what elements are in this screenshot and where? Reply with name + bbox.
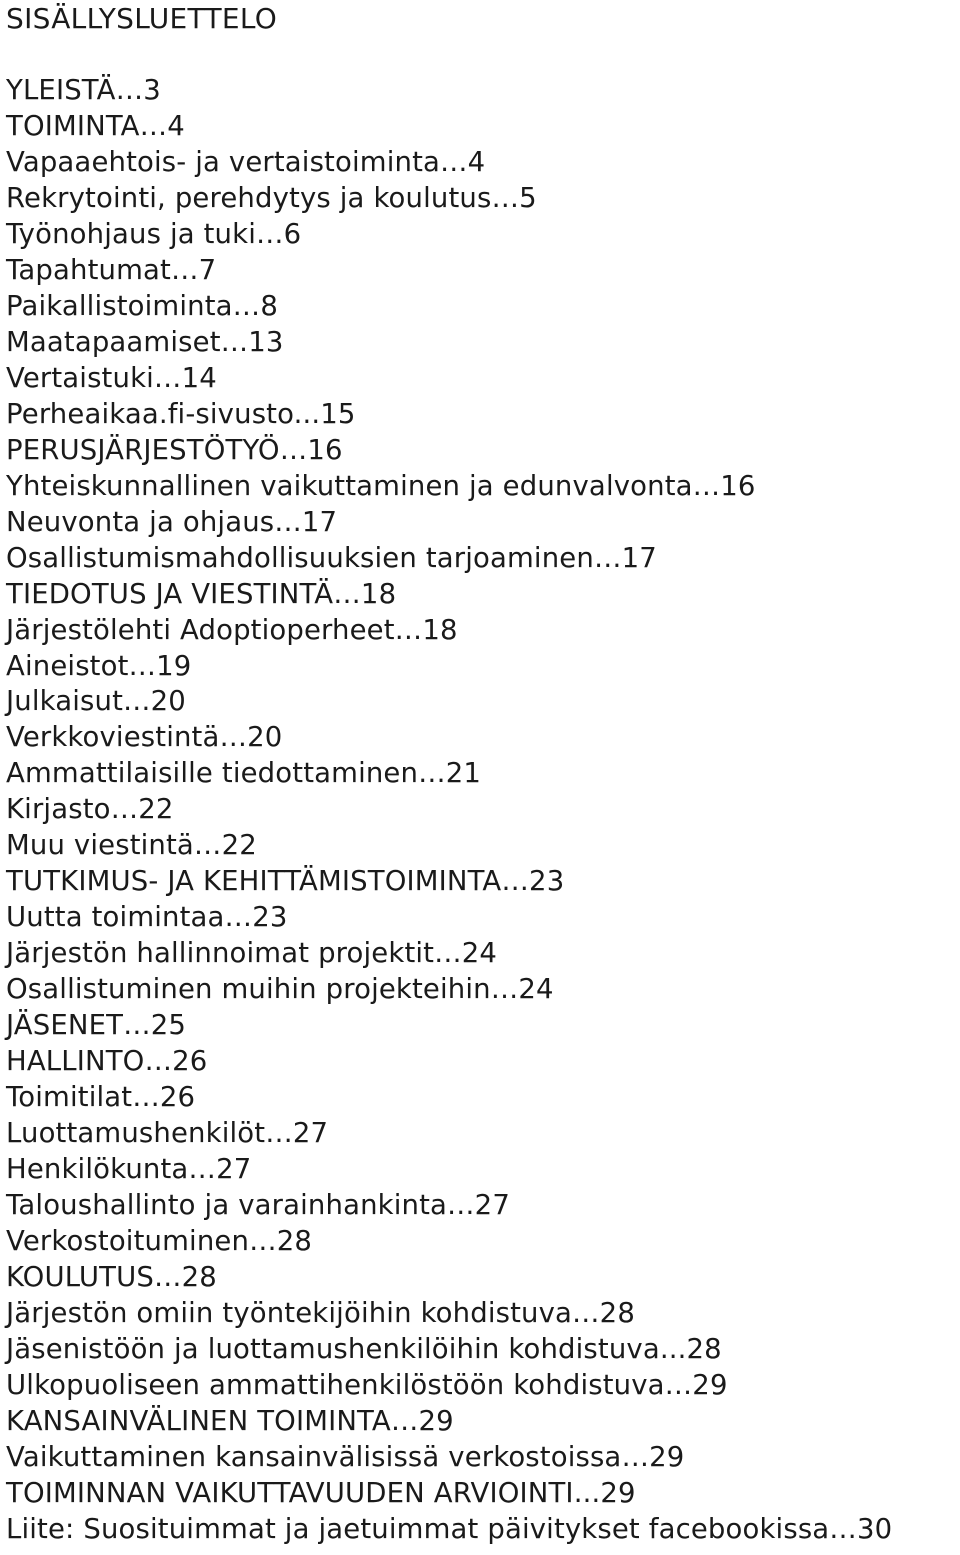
toc-entry: Perheaikaa.fi-sivusto...15 — [6, 397, 356, 430]
toc-entry: Ammattilaisille tiedottaminen…21 — [6, 757, 482, 790]
toc-entry: Paikallistoiminta…8 — [6, 289, 278, 322]
toc-entry: Tapahtumat…7 — [6, 253, 217, 286]
toc-entry: KOULUTUS…28 — [6, 1260, 217, 1293]
toc-entry: PERUSJÄRJESTÖTYÖ…16 — [6, 433, 343, 466]
toc-entry: Toimitilat…26 — [6, 1081, 196, 1114]
toc-entry: TUTKIMUS- JA KEHITTÄMISTOIMINTA…23 — [6, 865, 565, 898]
toc-entry: TIEDOTUS JA VIESTINTÄ…18 — [6, 577, 397, 610]
toc-entry: Yhteiskunnallinen vaikuttaminen ja edunvalvonta…16 — [6, 469, 756, 502]
toc-entry: Osallistumismahdollisuuksien tarjoaminen…17 — [6, 541, 657, 574]
toc-entry: Kirjasto…22 — [6, 793, 174, 826]
toc-entry: Vaikuttaminen kansainvälisissä verkostoissa…29 — [6, 1440, 685, 1473]
page-title: SISÄLLYSLUETTELO — [6, 2, 278, 35]
toc-entry: HALLINTO…26 — [6, 1045, 208, 1078]
toc-entry: KANSAINVÄLINEN TOIMINTA…29 — [6, 1404, 454, 1437]
toc-entry: Järjestön hallinnoimat projektit…24 — [6, 937, 498, 970]
toc-entry: Taloushallinto ja varainhankinta…27 — [6, 1189, 510, 1222]
toc-entry: Verkostoituminen…28 — [6, 1225, 313, 1257]
toc-entry: Jäsenistöön ja luottamushenkilöihin kohdistuva...28 — [6, 1332, 722, 1365]
toc-entry: Ulkopuoliseen ammattihenkilöstöön kohdistuva…29 — [6, 1368, 728, 1401]
toc-entry: Rekrytointi, perehdytys ja koulutus…5 — [6, 181, 537, 214]
toc-entry: Työnohjaus ja tuki…6 — [6, 217, 302, 250]
toc-entry: Henkilökunta…27 — [6, 1153, 252, 1186]
toc-entry: Julkaisut…20 — [6, 685, 186, 718]
toc-entry: Muu viestintä…22 — [6, 829, 257, 862]
toc-entry: Aineistot…19 — [6, 649, 192, 682]
toc-list — [6, 72, 892, 1547]
toc-entry: Uutta toimintaa…23 — [6, 901, 288, 934]
toc-entry: Luottamushenkilöt…27 — [6, 1117, 329, 1150]
toc-entry: Verkkoviestintä…20 — [6, 721, 283, 754]
toc-entry: Maatapaamiset…13 — [6, 325, 284, 358]
toc-entry: Vapaaehtois- ja vertaistoiminta…4 — [6, 145, 486, 178]
toc-entry: JÄSENET…25 — [6, 1009, 187, 1042]
toc-entry: TOIMINTA…4 — [6, 109, 185, 142]
toc-entry: YLEISTÄ…3 — [6, 74, 161, 106]
toc-entry: Järjestölehti Adoptioperheet…18 — [6, 613, 458, 646]
toc-entry: Järjestön omiin työntekijöihin kohdistuva…28 — [6, 1296, 635, 1329]
toc-entry: Osallistuminen muihin projekteihin…24 — [6, 973, 554, 1006]
toc-entry: Liite: Suosituimmat ja jaetuimmat päivitykset facebookissa…30 — [6, 1512, 893, 1545]
toc-entry: Vertaistuki…14 — [6, 361, 217, 394]
toc-entry: TOIMINNAN VAIKUTTAVUUDEN ARVIOINTI...29 — [6, 1476, 636, 1509]
toc-entry: Neuvonta ja ohjaus…17 — [6, 505, 338, 538]
